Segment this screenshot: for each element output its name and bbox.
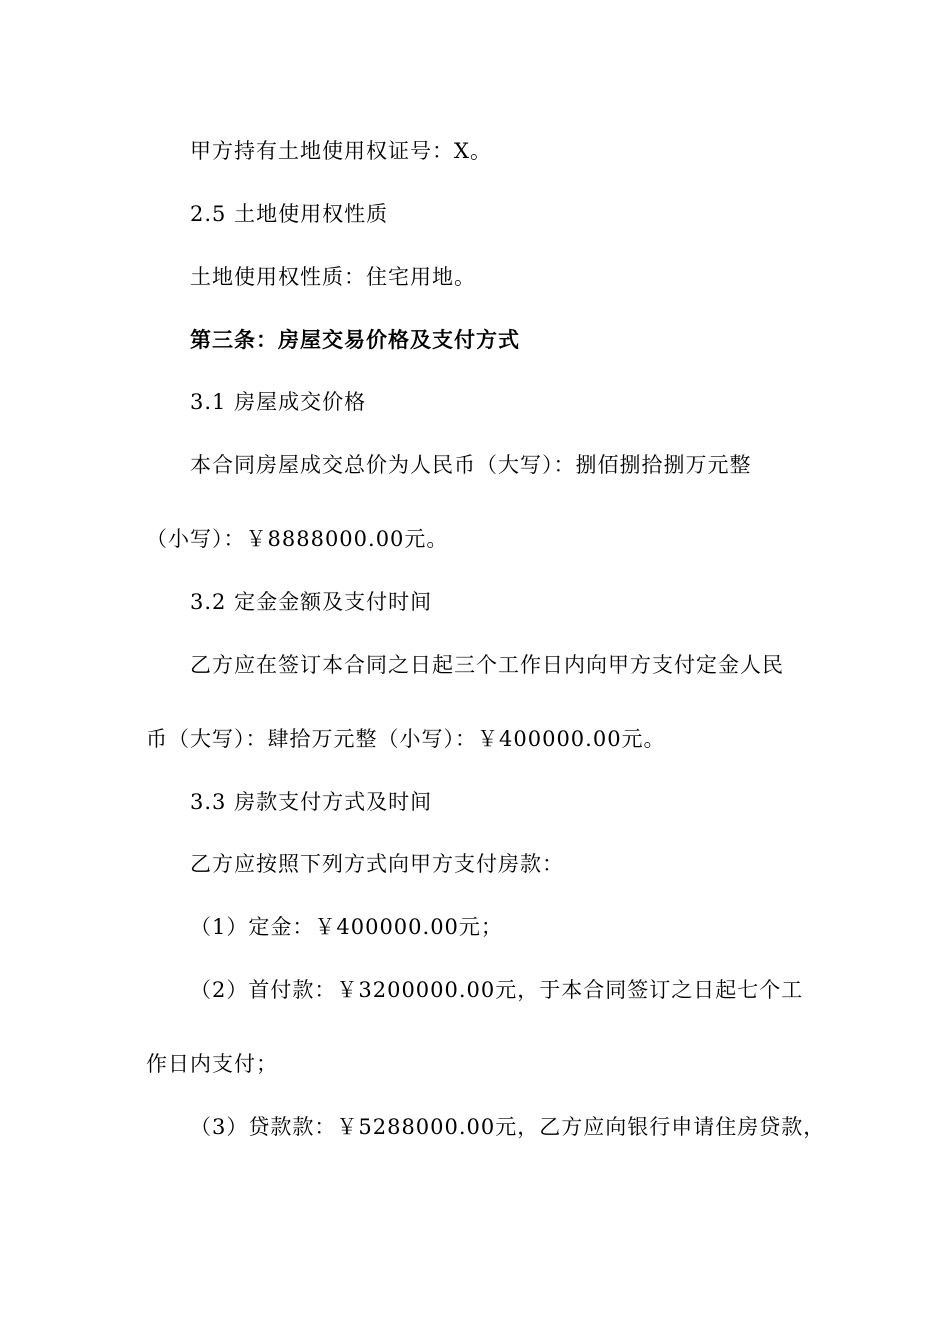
land-use-nature-line: 土地使用权性质：住宅用地。 [190, 265, 476, 289]
payment-intro-line: 乙方应按照下列方式向甲方支付房款： [190, 852, 564, 876]
section-3-2-heading: 3.2 定金金额及支付时间 [190, 590, 433, 614]
article-3-heading: 第三条：房屋交易价格及支付方式 [190, 327, 520, 352]
section-3-3-heading: 3.3 房款支付方式及时间 [190, 790, 433, 814]
section-2-5-heading: 2.5 土地使用权性质 [190, 202, 389, 226]
deposit-continuation: 币（大写）：肆拾万元整（小写）：￥400000.00元。 [146, 727, 666, 751]
land-certificate-line: 甲方持有土地使用权证号：X。 [190, 139, 492, 163]
deposit-line: 乙方应在签订本合同之日起三个工作日内向甲方支付定金人民 [190, 653, 784, 677]
total-price-line: 本合同房屋成交总价为人民币（大写）：捌佰捌拾捌万元整 [190, 453, 752, 477]
payment-item-down-payment: （2）首付款：￥3200000.00元，于本合同签订之日起七个工 [190, 978, 804, 1002]
down-payment-continuation: 作日内支付； [146, 1052, 278, 1076]
section-3-1-heading: 3.1 房屋成交价格 [190, 390, 367, 414]
total-price-continuation: （小写）：￥8888000.00元。 [146, 527, 449, 551]
payment-item-deposit: （1）定金：￥400000.00元； [190, 915, 503, 939]
payment-item-loan: （3）贷款款：￥5288000.00元，乙方应向银行申请住房贷款， [190, 1115, 826, 1139]
